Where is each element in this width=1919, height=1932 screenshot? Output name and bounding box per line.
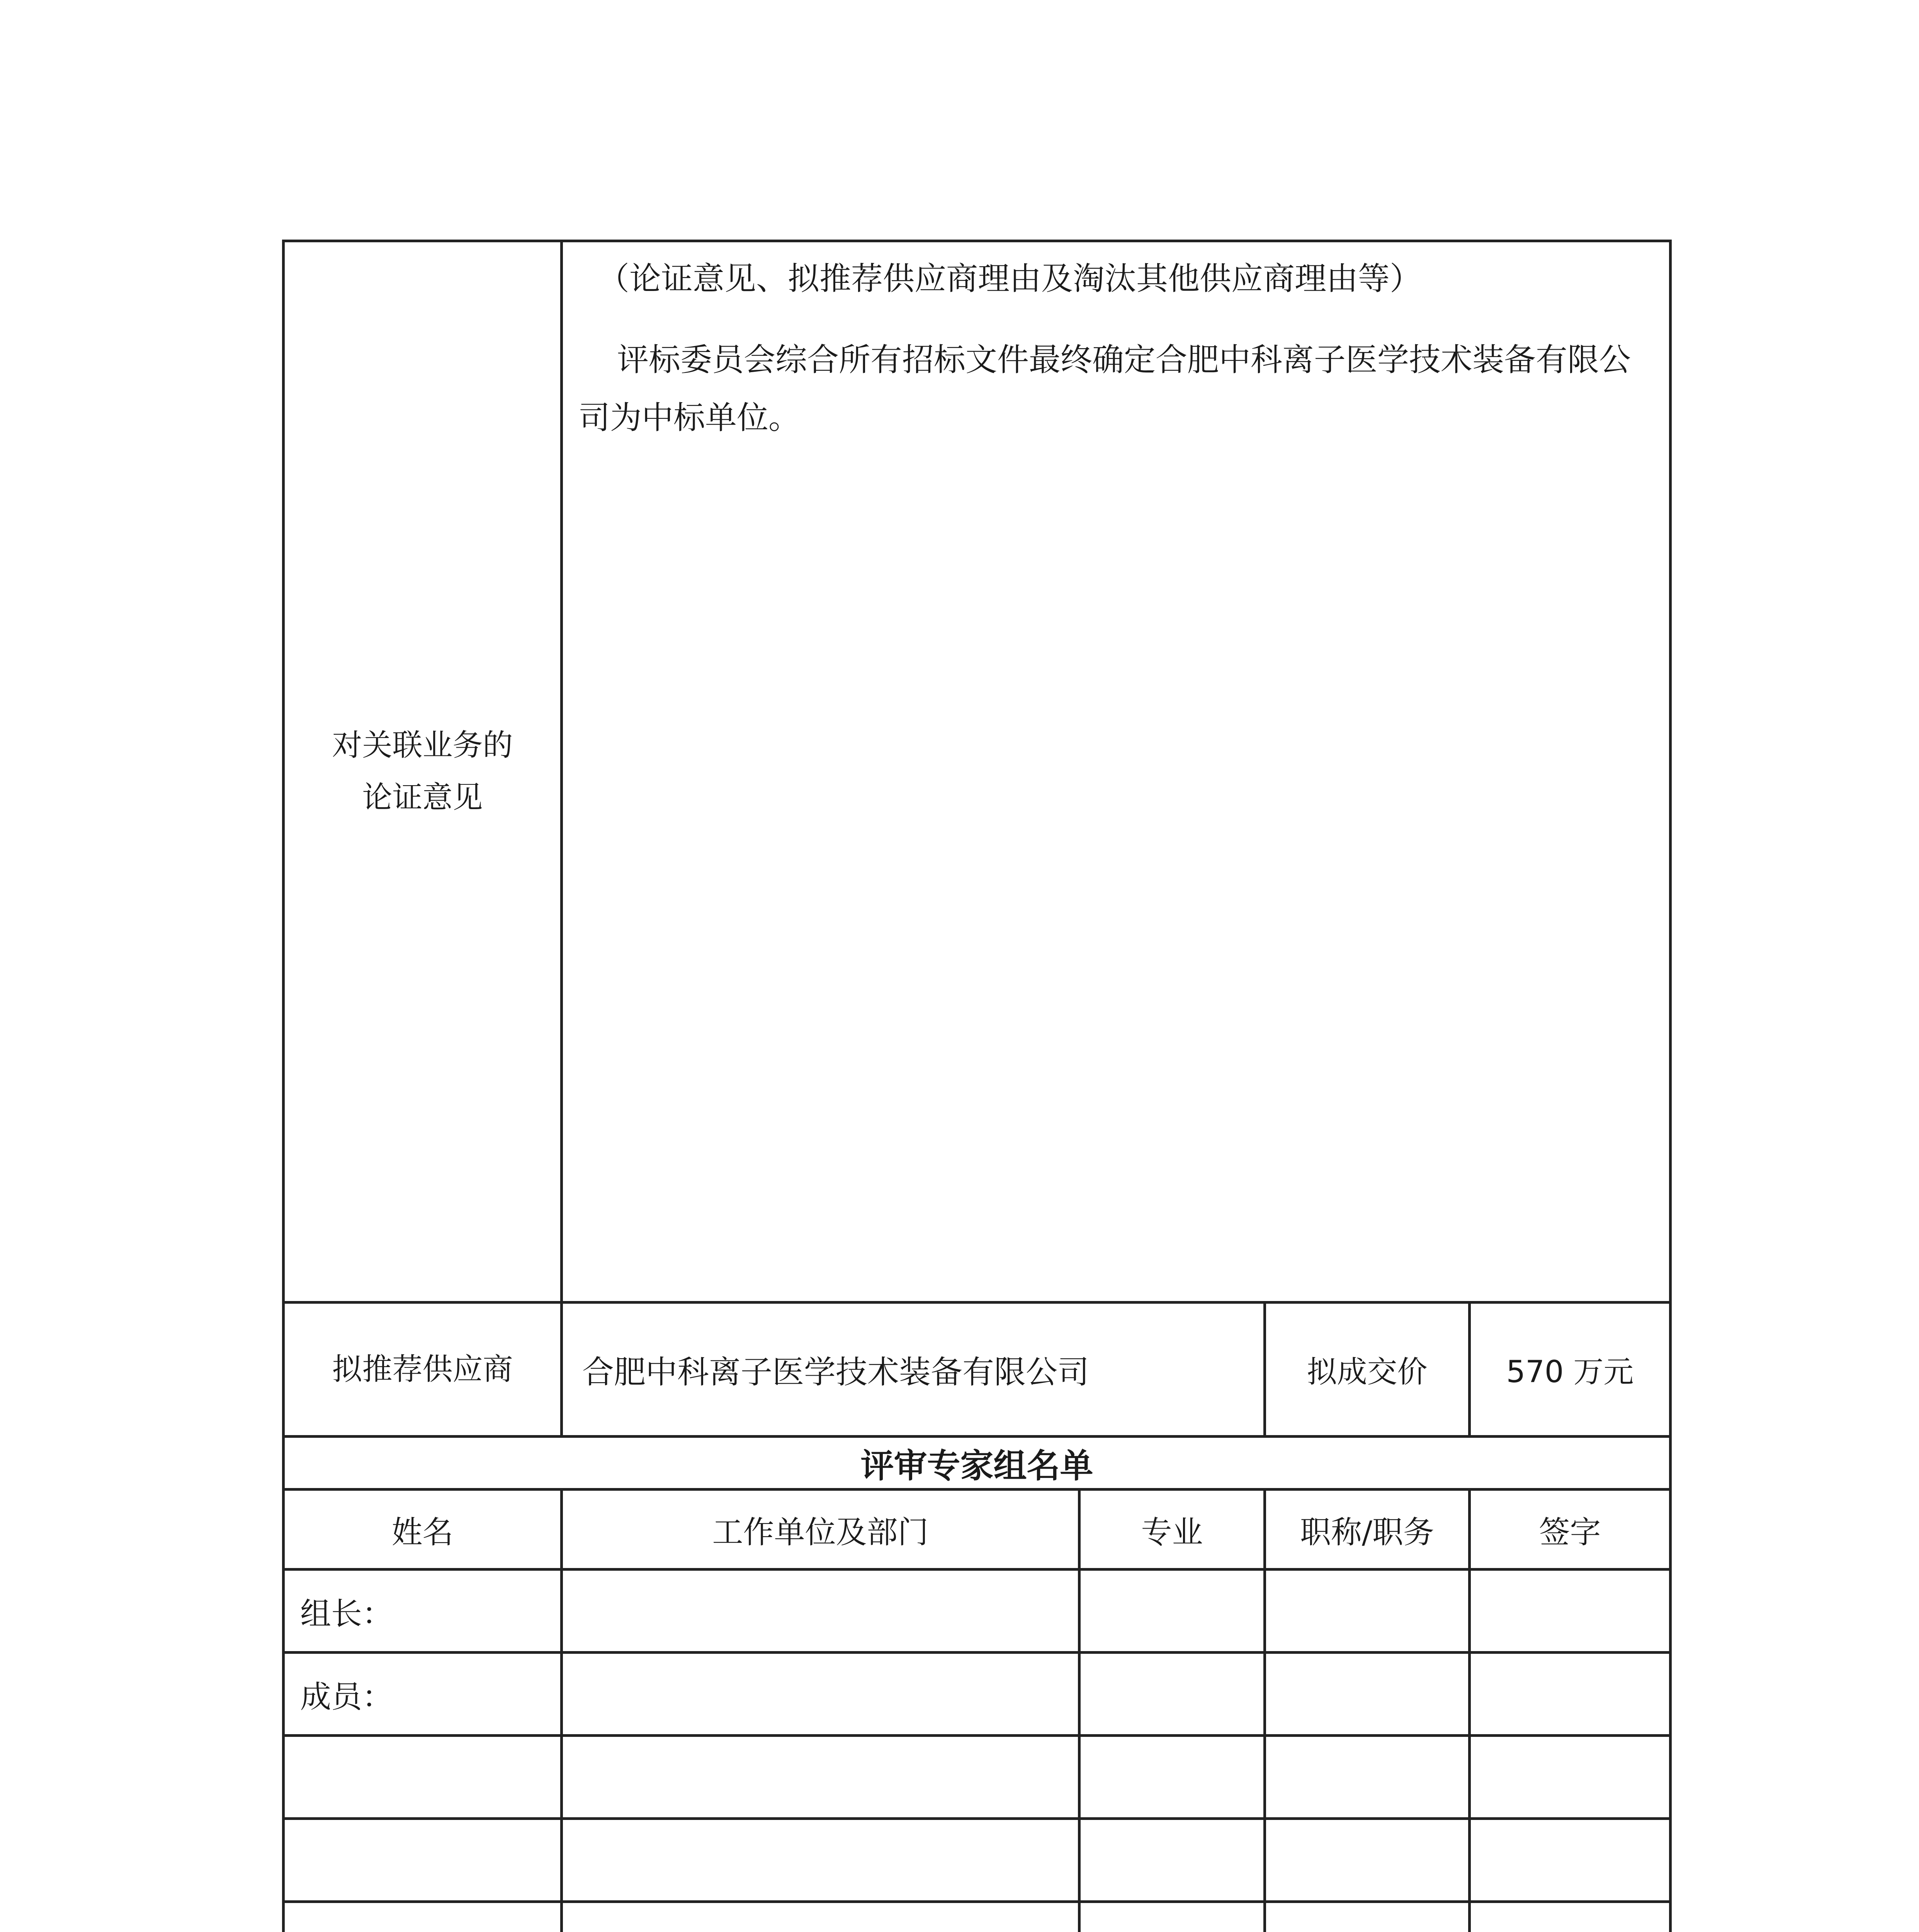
header-workplace: 工作单位及部门: [562, 1490, 1079, 1570]
price-label: 拟成交价: [1265, 1303, 1470, 1437]
opinion-label-cell: [284, 241, 562, 1303]
specialty-cell: [1079, 1653, 1265, 1736]
title-cell: [1265, 1736, 1470, 1819]
signature-cell: [1470, 1902, 1671, 1932]
header-name: 姓名: [284, 1490, 562, 1570]
opinion-label-line2: 论证意见: [362, 780, 483, 815]
specialty-cell: [1079, 1819, 1265, 1902]
opinion-body: 评标委员会综合所有招标文件最终确定合肥中科离子医学技术装备有限公司为中标单位。: [578, 342, 1631, 436]
opinion-note: （论证意见、拟推荐供应商理由及淘汰其他供应商理由等）: [598, 260, 1422, 297]
row-label-member: 成员：: [284, 1653, 562, 1736]
expert-row: [284, 1653, 1671, 1736]
workplace-cell: [562, 1653, 1079, 1736]
signature-cell: [1470, 1736, 1671, 1819]
expert-row: [284, 1570, 1671, 1653]
title-cell: [1265, 1570, 1470, 1653]
header-signature: 签字: [1470, 1490, 1671, 1570]
expert-list-title: 评审专家组名单: [284, 1437, 1671, 1490]
supplier-label: 拟推荐供应商: [284, 1303, 562, 1437]
price-value: 570 万元: [1470, 1303, 1671, 1437]
supplier-row: [284, 1303, 1671, 1437]
row-label-empty: [284, 1902, 562, 1932]
specialty-cell: [1079, 1902, 1265, 1932]
expert-row: [284, 1902, 1671, 1932]
specialty-cell: [1079, 1736, 1265, 1819]
row-label-leader: 组长：: [284, 1570, 562, 1653]
title-cell: [1265, 1653, 1470, 1736]
signature-cell: [1470, 1653, 1671, 1736]
signature-cell: [1470, 1819, 1671, 1902]
workplace-cell: [562, 1570, 1079, 1653]
workplace-cell: [562, 1819, 1079, 1902]
opinion-label-line1: 对关联业务的: [332, 728, 513, 763]
header-specialty: 专业: [1079, 1490, 1265, 1570]
header-title: 职称/职务: [1265, 1490, 1470, 1570]
workplace-cell: [562, 1902, 1079, 1932]
title-cell: [1265, 1902, 1470, 1932]
supplier-name: 合肥中科离子医学技术装备有限公司: [562, 1303, 1265, 1437]
row-label-empty: [284, 1736, 562, 1819]
row-label-empty: [284, 1819, 562, 1902]
opinion-row: [284, 241, 1671, 1303]
expert-list-header-row: [284, 1490, 1671, 1570]
signature-cell: [1470, 1570, 1671, 1653]
title-cell: [1265, 1819, 1470, 1902]
review-form-table: [282, 240, 1672, 1932]
opinion-content-cell: [562, 241, 1671, 1303]
specialty-cell: [1079, 1570, 1265, 1653]
expert-row: [284, 1819, 1671, 1902]
expert-list-title-row: [284, 1437, 1671, 1490]
workplace-cell: [562, 1736, 1079, 1819]
expert-row: [284, 1736, 1671, 1819]
